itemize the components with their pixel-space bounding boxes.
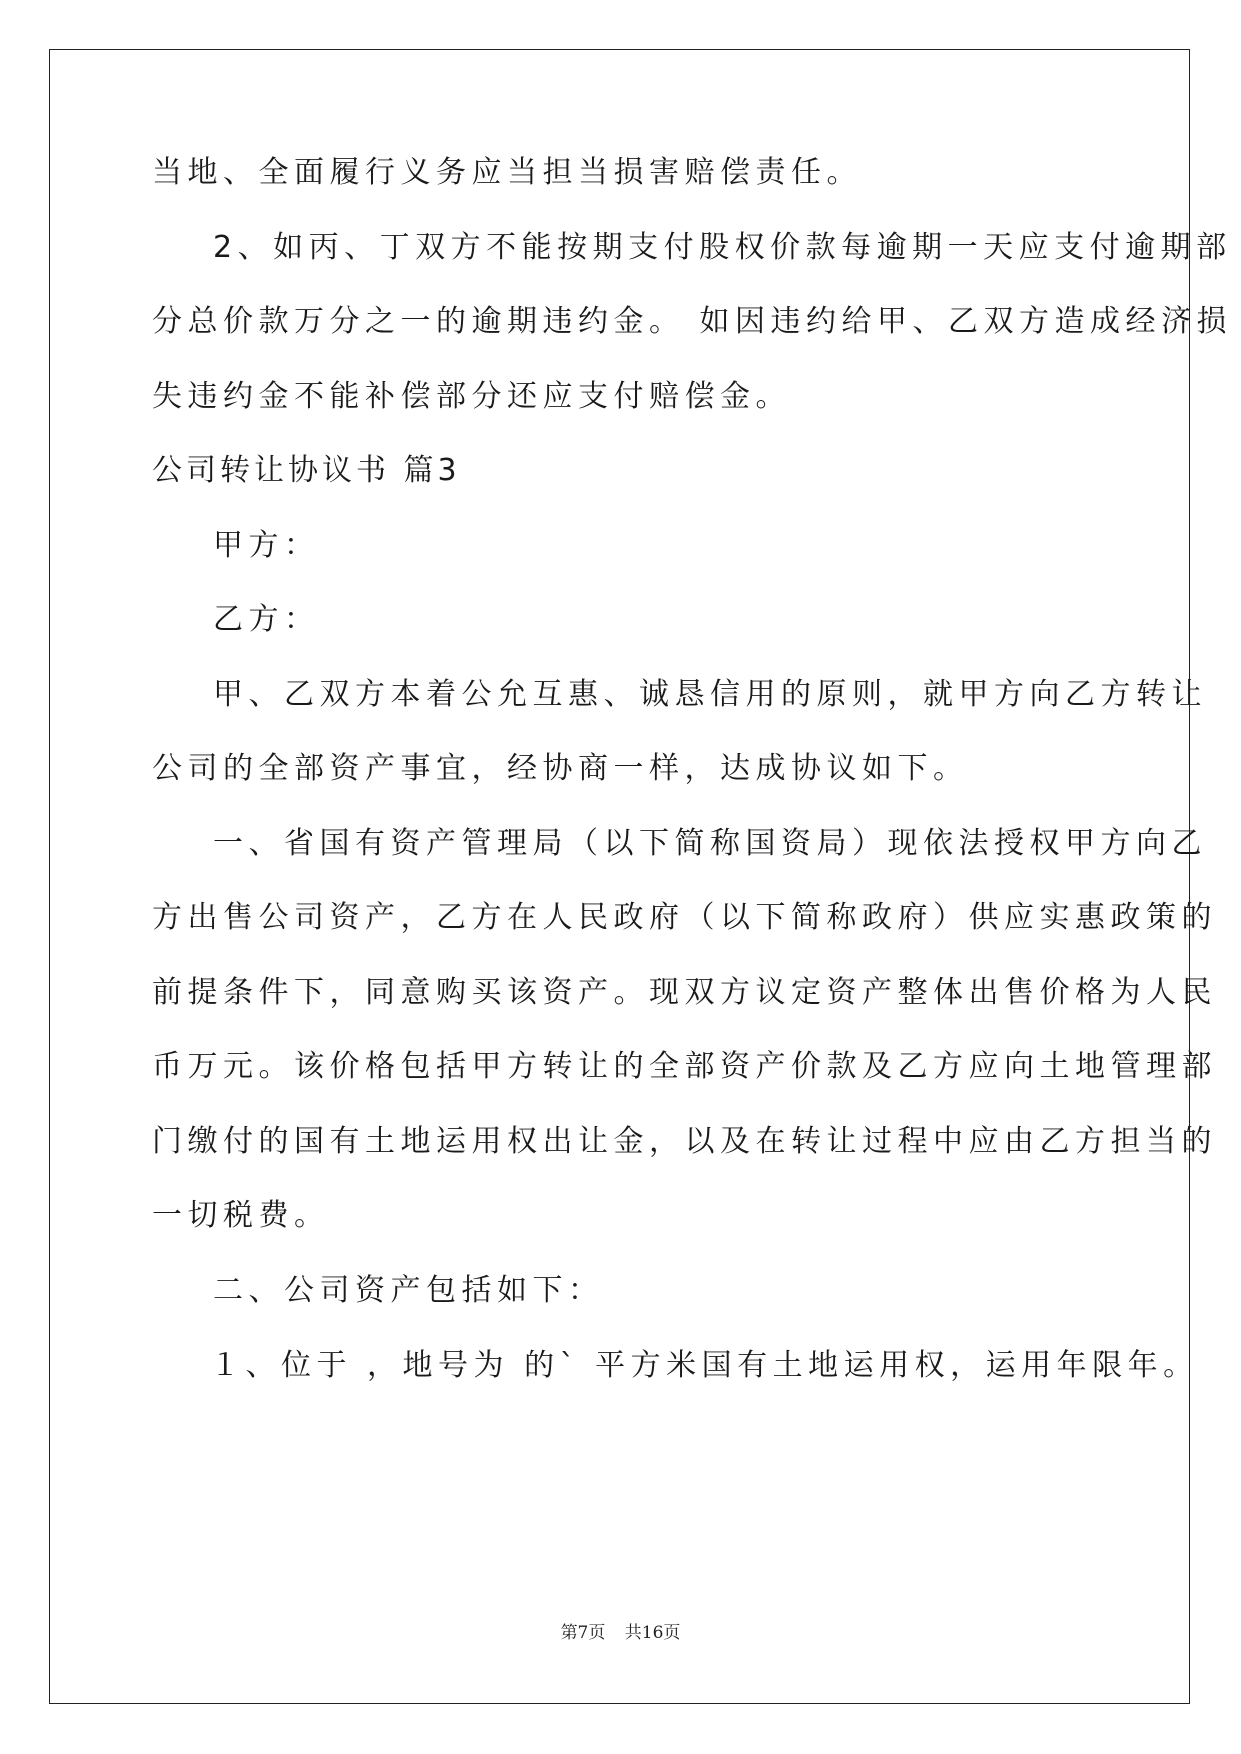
paragraph-line: 分总价款万分之一的逾期违约金。 如因违约给甲、乙双方造成经济损: [152, 304, 1233, 339]
section-heading: 公司转让协议书 篇3: [152, 453, 461, 488]
paragraph-line: 一、省国有资产管理局（以下简称国资局）现依法授权甲方向乙: [213, 826, 1207, 861]
party-a-label: 甲方：: [213, 528, 320, 563]
paragraph-line: 二、公司资产包括如下：: [213, 1273, 604, 1308]
paragraph-line: 当地、全面履行义务应当担当损害赔偿责任。: [152, 155, 862, 190]
paragraph-line: １、位于 ，地号为 的` 平方米国有土地运用权，运用年限年。: [210, 1348, 1199, 1383]
paragraph-line: 币万元。该价格包括甲方转让的全部资产价款及乙方应向土地管理部: [152, 1049, 1217, 1084]
paragraph-line: 2、如丙、丁双方不能按期支付股权价款每逾期一天应支付逾期部: [213, 230, 1232, 265]
party-b-label: 乙方：: [213, 602, 320, 637]
page-number: 第7页: [560, 1623, 606, 1643]
paragraph-line: 方出售公司资产，乙方在人民政府（以下简称政府）供应实惠政策的: [152, 900, 1217, 935]
paragraph-line: 甲、乙双方本着公允互惠、诚恳信用的原则，就甲方向乙方转让: [213, 677, 1207, 712]
paragraph-line: 门缴付的国有土地运用权出让金，以及在转让过程中应由乙方担当的: [152, 1124, 1217, 1159]
paragraph-line: 一切税费。: [152, 1198, 330, 1233]
page-border: [49, 49, 1190, 1704]
page-footer: [0, 1618, 1241, 1643]
paragraph-line: 失违约金不能补偿部分还应支付赔偿金。: [152, 379, 791, 414]
paragraph-line: 前提条件下，同意购买该资产。现双方议定资产整体出售价格为人民: [152, 975, 1217, 1010]
page-total: 共16页: [624, 1623, 681, 1643]
paragraph-line: 公司的全部资产事宜，经协商一样，达成协议如下。: [152, 751, 969, 786]
